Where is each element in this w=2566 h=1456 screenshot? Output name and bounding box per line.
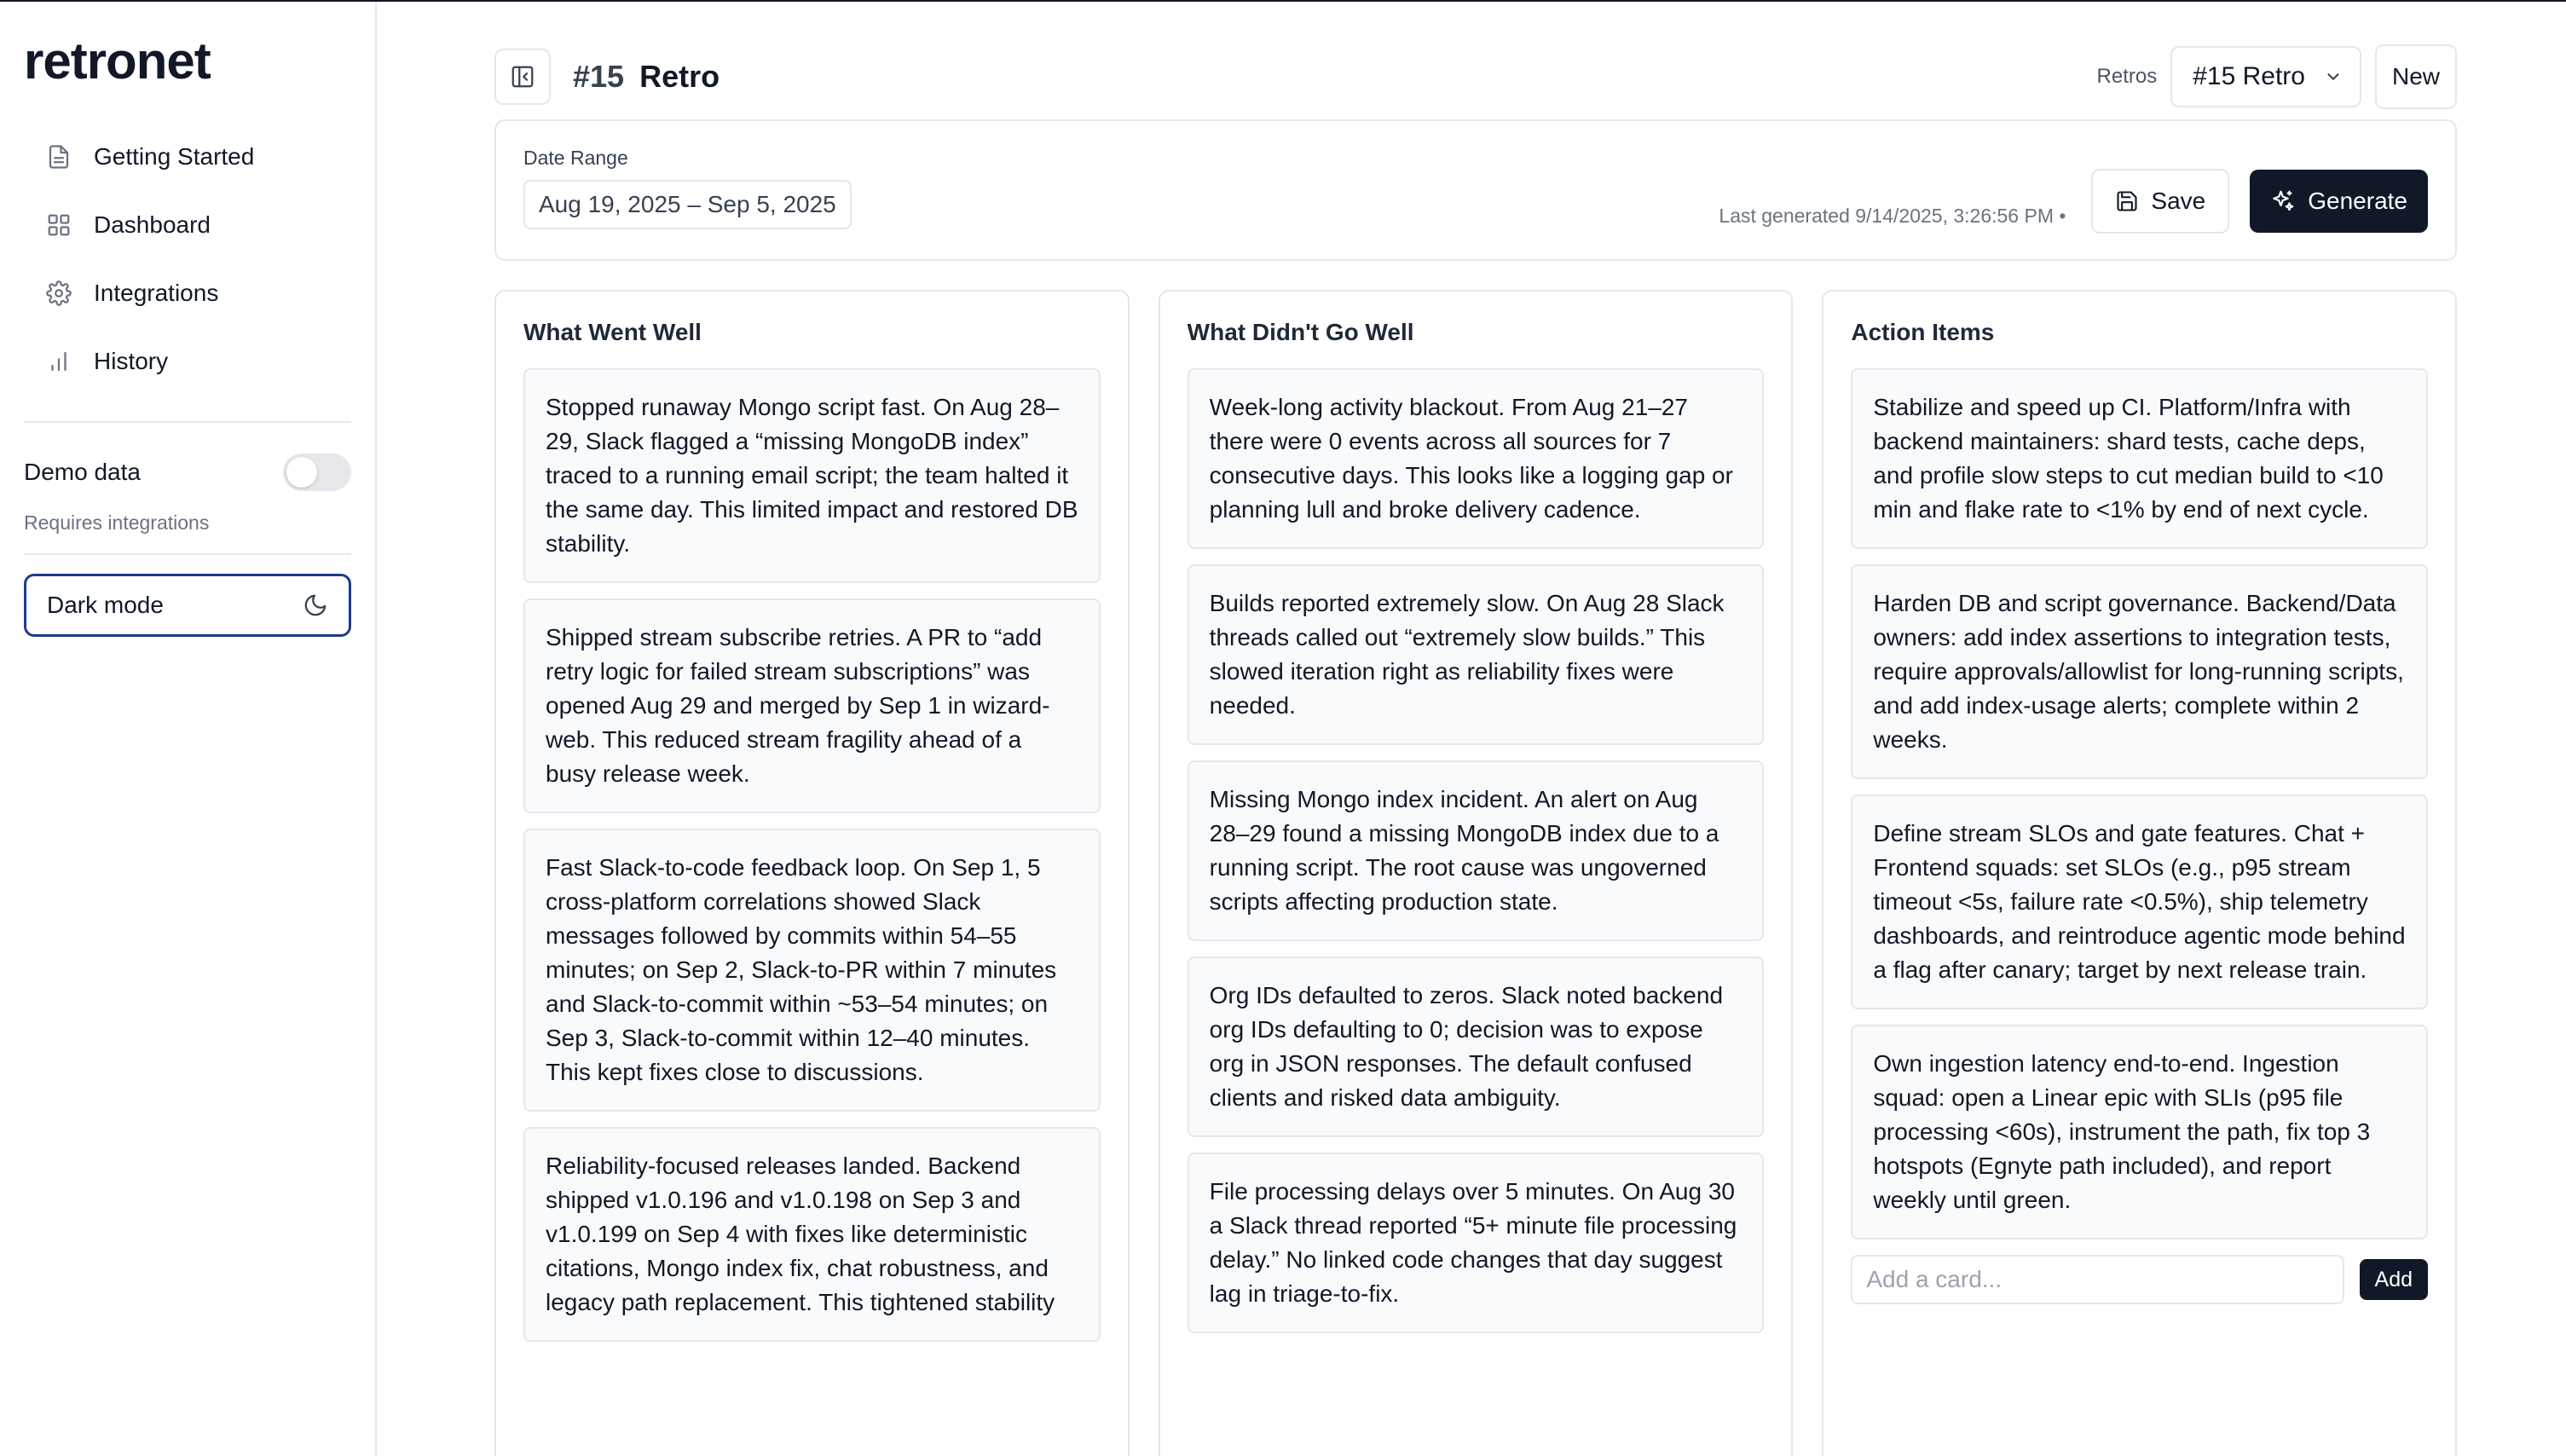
moon-icon: [303, 592, 328, 618]
header-right: [2097, 44, 2457, 109]
sidebar: [0, 2, 377, 1456]
sparkles-icon: [2270, 188, 2296, 214]
range-actions: [1719, 169, 2428, 234]
save-label: Save: [2151, 188, 2206, 214]
retro-card[interactable]: Week-long activity blackout. From Aug 21–27 there were 0 events across all sources for 7 consecutive days. This looks like a logging gap or planning lull and broke delivery cadence.: [1188, 368, 1765, 549]
add-card-row: [1851, 1255, 2428, 1304]
last-generated-text: Last generated 9/14/2025, 3:26:56 PM •: [1719, 204, 2066, 227]
column-title: What Went Well: [523, 319, 702, 345]
retro-select[interactable]: [2170, 46, 2361, 107]
column-went-well: [494, 290, 1130, 1456]
gear-icon: [44, 279, 73, 308]
retro-card[interactable]: Missing Mongo index incident. An alert on Aug 28–29 found a missing MongoDB index due to a running script. The root cause was ungoverned scripts affecting production state.: [1188, 760, 1765, 941]
app-root: [0, 2, 2566, 1456]
panel-left-icon: [510, 64, 535, 90]
header-left: [494, 49, 720, 105]
sidebar-item-label: Integrations: [94, 280, 219, 306]
toggle-sidebar-button[interactable]: [494, 49, 551, 105]
new-retro-button[interactable]: New: [2375, 44, 2457, 109]
sidebar-item-getting-started[interactable]: [24, 123, 351, 191]
retro-card[interactable]: Harden DB and script governance. Backend/Data owners: add index assertions to integration tests, require approvals/allowlist for long-running scripts, and add index-usage alerts; complete within 2 weeks.: [1851, 564, 2428, 779]
sidebar-item-label: History: [94, 348, 169, 374]
retro-card[interactable]: Reliability-focused releases landed. Backend shipped v1.0.196 and v1.0.198 on Sep 3 and v1.0.199 on Sep 4 with fixes like deterministic citations, Mongo index fix, chat robustness, and legacy path replacement. This tightened stability: [523, 1127, 1101, 1342]
sidebar-divider: [24, 421, 351, 423]
retro-card[interactable]: Stopped runaway Mongo script fast. On Aug 28–29, Slack flagged a “missing MongoDB index” traced to a running email script; the team halted it the same day. This limited impact and restored DB stability.: [523, 368, 1101, 583]
toggle-knob: [286, 457, 317, 488]
date-range-card: [494, 119, 2457, 261]
sidebar-item-history[interactable]: [24, 327, 351, 396]
retro-card[interactable]: Org IDs defaulted to zeros. Slack noted backend org IDs defaulting to 0; decision was to expose org in JSON responses. The default confused clients and risked data ambiguity.: [1188, 956, 1765, 1137]
dark-mode-button[interactable]: [24, 574, 351, 637]
generate-label: Generate: [2308, 188, 2407, 214]
retro-card[interactable]: Shipped stream subscribe retries. A PR to “add retry logic for failed stream subscriptions” was opened Aug 29 and merged by Sep 1 in wizard-web. This reduced stream fragility ahead of a busy release week.: [523, 598, 1101, 813]
chevron-down-icon: [2324, 67, 2343, 86]
demo-data-toggle[interactable]: [283, 454, 351, 491]
add-card-input[interactable]: [1851, 1255, 2343, 1304]
dark-mode-label: Dark mode: [47, 592, 164, 618]
retro-card[interactable]: Define stream SLOs and gate features. Chat + Frontend squads: set SLOs (e.g., p95 stream timeout <5s, failure rate <0.5%), ship telemetry dashboards, and reintroduce agentic mode behind a flag after canary; target by next release train.: [1851, 794, 2428, 1009]
column-title: Action Items: [1851, 319, 1995, 345]
document-icon: [44, 142, 73, 171]
main-content: [377, 2, 2566, 1456]
sidebar-item-dashboard[interactable]: [24, 191, 351, 259]
date-range-group: [523, 147, 852, 229]
column-action-items: [1822, 290, 2457, 1456]
sidebar-item-integrations[interactable]: [24, 259, 351, 327]
retro-card[interactable]: Own ingestion latency end-to-end. Ingestion squad: open a Linear epic with SLIs (p95 file processing <60s), instrument the path, fix top 3 hotspots (Egnyte path included), and report weekly until green.: [1851, 1025, 2428, 1239]
retro-select-value: #15 Retro: [2193, 62, 2305, 90]
page-header: [494, 44, 2457, 109]
retro-card[interactable]: Stabilize and speed up CI. Platform/Infra with backend maintainers: shard tests, cache deps, and profile slow steps to cut median build to <10 min and flake rate to <1% by end of next cycle.: [1851, 368, 2428, 549]
demo-data-row: [24, 448, 351, 496]
app-logo: retronet: [24, 32, 211, 90]
column-didnt-go-well: [1159, 290, 1794, 1456]
sidebar-divider: [24, 553, 351, 555]
retro-card[interactable]: Fast Slack-to-code feedback loop. On Sep 1, 5 cross-platform correlations showed Slack messages followed by commits within 54–55 minutes; on Sep 2, Slack-to-PR within 7 minutes and Slack-to-commit within ~53–54 minutes; on Sep 3, Slack-to-commit within 12–40 minutes. This kept fixes close to discussions.: [523, 829, 1101, 1112]
retro-card[interactable]: File processing delays over 5 minutes. On Aug 30 a Slack thread reported “5+ minute file processing delay.” No linked code changes that day suggest lag in triage-to-fix.: [1188, 1153, 1765, 1333]
retro-card[interactable]: Builds reported extremely slow. On Aug 28 Slack threads called out “extremely slow builds.” This slowed iteration right as reliability fixes were needed.: [1188, 564, 1765, 745]
sidebar-item-label: Dashboard: [94, 211, 211, 238]
demo-data-label: Demo data: [24, 459, 141, 485]
retro-number: #15: [573, 59, 625, 94]
save-icon: [2115, 189, 2139, 213]
page-title: Retro: [639, 59, 720, 94]
retro-columns: [494, 290, 2457, 1456]
add-card-button[interactable]: Add: [2360, 1259, 2428, 1300]
generate-button[interactable]: [2250, 170, 2428, 233]
date-range-label: Date Range: [523, 147, 628, 169]
demo-data-hint: Requires integrations: [24, 511, 210, 534]
sidebar-item-label: Getting Started: [94, 143, 255, 170]
bar-chart-icon: [44, 347, 73, 376]
column-title: What Didn't Go Well: [1187, 319, 1414, 345]
save-button[interactable]: [2091, 169, 2229, 234]
date-range-picker[interactable]: Aug 19, 2025 – Sep 5, 2025: [523, 180, 852, 229]
retros-label: Retros: [2096, 65, 2158, 88]
grid-icon: [44, 211, 73, 240]
